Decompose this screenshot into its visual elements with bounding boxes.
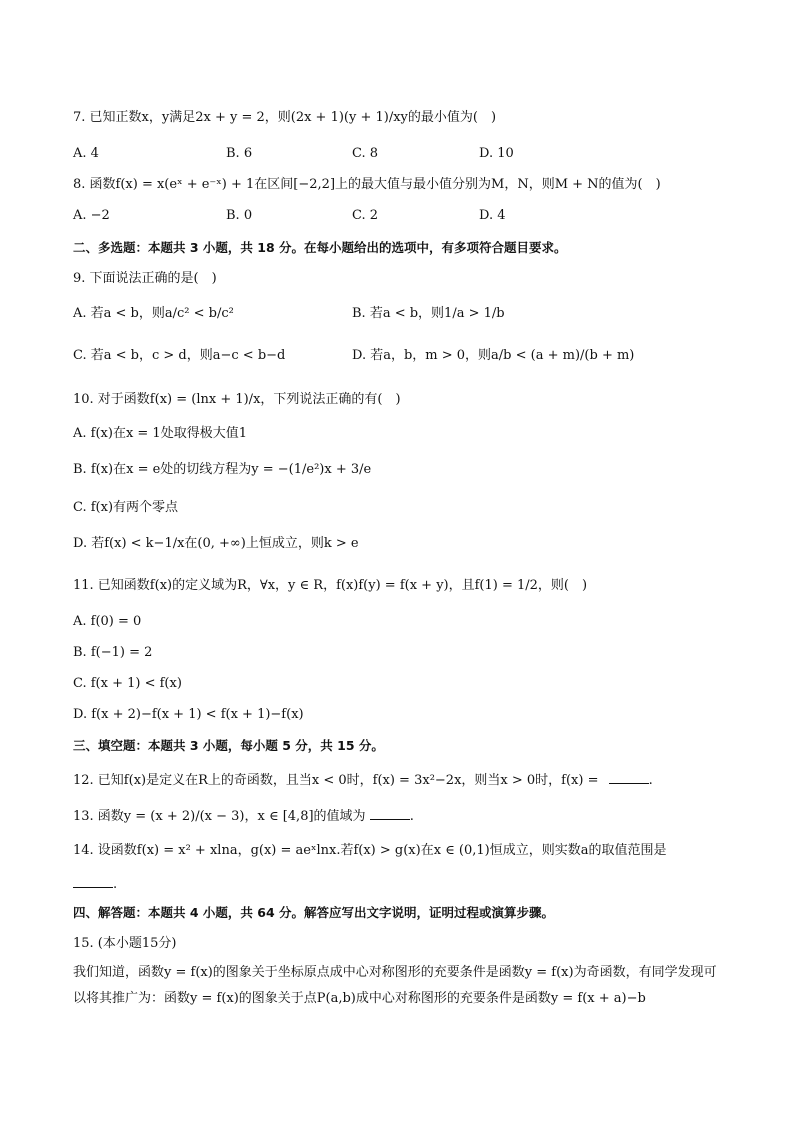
q8-option-c: C. 2 [352, 208, 379, 223]
q15-text: 我们知道，函数y = f(x)的图象关于坐标原点成中心对称图形的充要条件是函数y = f(x)为奇函数，有同学发现可以将其推广为：函数y = f(x)的图象关于点P(a,b)成中心对称图形的充要条件是函数y = f(x + a)−b [73, 965, 717, 1006]
section-heading-multiple-choice: 二、多选题：本题共 3 小题，共 18 分。在每小题给出的选项中，有多项符合题目要求。 [73, 240, 567, 255]
q8-option-d: D. 4 [479, 208, 506, 223]
q8-option-b: B. 0 [226, 208, 253, 223]
q11-stem: 11. 已知函数f(x)的定义域为R，∀x，y ∈ R，f(x)f(y) = f(x + y)，且f(1) = 1/2，则( ) [73, 578, 588, 593]
q7-option-a: A. 4 [73, 146, 99, 161]
q9-stem: 9. 下面说法正确的是( ) [73, 271, 217, 286]
q10-option-b: B. f(x)在x = e处的切线方程为y = −(1/e²)x + 3/e [73, 462, 372, 477]
q13-end: . [409, 809, 414, 824]
q14-end: . [113, 877, 118, 892]
q10-option-a: A. f(x)在x = 1处取得极大值1 [73, 426, 247, 441]
q11-option-d: D. f(x + 2)−f(x + 1) < f(x + 1)−f(x) [73, 707, 304, 722]
q8-stem: 8. 函数f(x) = x(eˣ + e⁻ˣ) + 1在区间[−2,2]上的最大值与最小值分别为M，N，则M + N的值为( ) [73, 177, 661, 192]
q9-option-b: B. 若a < b，则1/a > 1/b [352, 306, 505, 321]
q13-stem: 13. 函数y = (x + 2)/(x − 3)，x ∈ [4,8]的值域为 [73, 809, 366, 824]
q9-option-c: C. 若a < b，c > d，则a−c < b−d [73, 348, 286, 363]
q7-option-b: B. 6 [226, 146, 253, 161]
q12-end: . [648, 773, 653, 788]
section-heading-solutions: 四、解答题：本题共 4 小题，共 64 分。解答应写出文字说明，证明过程或演算步骤。 [73, 905, 555, 920]
q14-answer-blank [73, 874, 113, 888]
q7-option-d: D. 10 [479, 146, 514, 161]
q12-stem: 12. 已知f(x)是定义在R上的奇函数，且当x < 0时，f(x) = 3x²−2x，则当x > 0时，f(x) = [73, 773, 599, 788]
q14-answer-line [73, 874, 117, 894]
q8-option-a: A. −2 [73, 208, 110, 223]
q10-option-d: D. 若f(x) < k−1/x在(0, +∞)上恒成立，则k > e [73, 536, 359, 551]
q10-stem: 10. 对于函数f(x) = (lnx + 1)/x，下列说法正确的有( ) [73, 392, 401, 407]
q14-stem: 14. 设函数f(x) = x² + xlna，g(x) = aeˣlnx.若f(x) > g(x)在x ∈ (0,1)恒成立，则实数a的取值范围是 [73, 843, 667, 858]
section-heading-fill-in: 三、填空题：本题共 3 小题，每小题 5 分，共 15 分。 [73, 738, 384, 753]
q13-line [73, 806, 414, 826]
q7-stem: 7. 已知正数x，y满足2x + y = 2，则(2x + 1)(y + 1)/xy的最小值为( ) [73, 110, 497, 125]
q12-line [73, 770, 653, 790]
q11-option-c: C. f(x + 1) < f(x) [73, 676, 182, 691]
q7-option-c: C. 8 [352, 146, 379, 161]
q12-answer-blank [609, 770, 649, 784]
q13-answer-blank [370, 806, 410, 820]
q9-option-a: A. 若a < b，则a/c² < b/c² [73, 306, 234, 321]
q11-option-b: B. f(−1) = 2 [73, 645, 153, 660]
q11-option-a: A. f(0) = 0 [73, 614, 142, 629]
q15-header: 15. (本小题15分) [73, 936, 177, 951]
q9-option-d: D. 若a，b，m > 0，则a/b < (a + m)/(b + m) [352, 348, 635, 363]
q10-option-c: C. f(x)有两个零点 [73, 500, 179, 515]
